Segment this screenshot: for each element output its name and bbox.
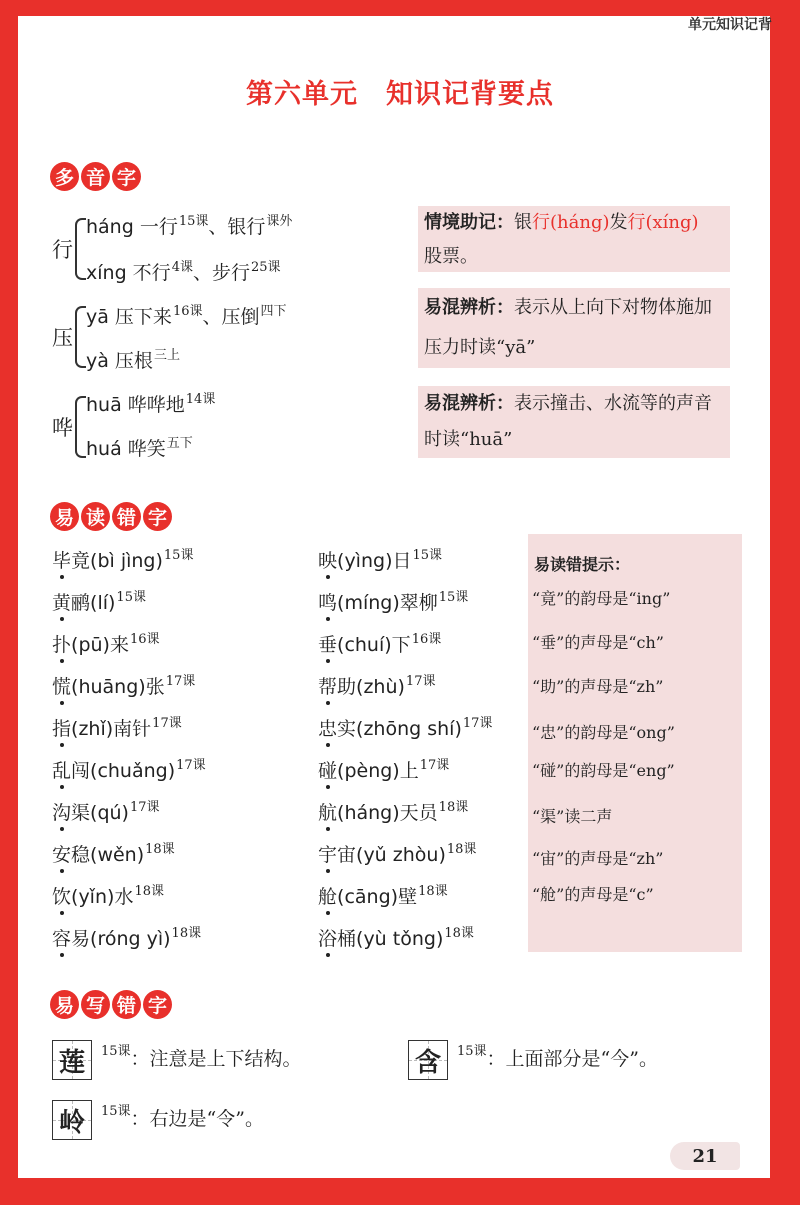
- word-text: 宇宙: [318, 844, 357, 866]
- emphasis-dot: [326, 785, 330, 789]
- page-title: 第六单元 知识记背要点: [246, 79, 554, 110]
- lesson-mark: 15课: [412, 548, 443, 563]
- pinyin: zhōng shí: [363, 718, 455, 740]
- word-text: 扑: [52, 634, 72, 656]
- badge-char: 音: [81, 162, 110, 191]
- word-text: 忠实: [318, 718, 357, 740]
- note-distinguish-hua: [418, 386, 730, 458]
- polyphonic-line: huā 哗哗地$^{14课}$: [86, 392, 216, 416]
- pinyin: yù tǒng: [363, 928, 436, 950]
- lesson-mark: 18课: [418, 884, 448, 899]
- badge-char: 写: [81, 990, 110, 1019]
- pinyin: huāng: [78, 676, 139, 698]
- word-text: 毕竟: [52, 550, 91, 572]
- word-text: 日: [392, 550, 412, 572]
- word-text: 垂: [318, 634, 338, 656]
- word-text: 下: [391, 634, 411, 656]
- section-badge-miswritten: [50, 990, 172, 1019]
- note-text: 表示从上向下对物体施加压力时读“yā”: [424, 297, 712, 358]
- lesson-mark: 17课: [152, 716, 182, 731]
- emphasis-dot: [326, 659, 330, 663]
- pinyin: míng: [344, 592, 393, 614]
- misread-word: 乱闯(chuǎng)$^{17课}$: [52, 758, 206, 782]
- lesson-mark: 18课: [444, 926, 474, 941]
- badge-char: 多: [50, 162, 79, 191]
- polyphonic-char: 哗: [52, 416, 73, 440]
- badge-char: 错: [112, 502, 141, 531]
- emphasis-dot: [60, 575, 64, 579]
- section-badge-misread: [50, 502, 172, 531]
- lesson-mark: 17课: [176, 758, 206, 773]
- emphasis-dot: [60, 911, 64, 915]
- word-text: 映: [318, 550, 338, 572]
- pinyin: wěn: [97, 844, 137, 866]
- word-text: 乱闯: [52, 760, 91, 782]
- pinyin: pū: [78, 634, 103, 656]
- tip-item: “渠”读二声: [532, 807, 613, 826]
- misread-word: 沟渠(qú)$^{17课}$: [52, 800, 160, 824]
- word-text: 舱: [318, 886, 338, 908]
- section-badge-polyphonic: [50, 162, 141, 191]
- note-label: 易混辨析：: [424, 297, 514, 318]
- pinyin: bì jìng: [97, 550, 156, 572]
- emphasis-dot: [326, 953, 330, 957]
- word-text: 鸣: [318, 592, 338, 614]
- pinyin: pèng: [344, 760, 393, 782]
- pinyin: lí: [97, 592, 108, 614]
- pinyin: yǐn: [78, 886, 108, 908]
- misread-word: 安稳(wěn)$^{18课}$: [52, 842, 175, 866]
- character-box: 莲: [52, 1040, 92, 1080]
- word-text: 张: [145, 676, 165, 698]
- emphasis-dot: [60, 701, 64, 705]
- tip-item: “助”的声母是“zh”: [532, 677, 664, 696]
- pinyin: chuǎng: [97, 760, 168, 782]
- emphasis-dot: [60, 659, 64, 663]
- polyphonic-line: xíng 不行$^{4课}$、步行$^{25课}$: [86, 260, 281, 284]
- note-mnemonic: 情境助记：银行(háng)发行(xíng) 股票。: [418, 206, 730, 272]
- lesson-mark: 18课: [171, 926, 202, 941]
- word-text: 南针: [113, 718, 152, 740]
- character-box: 含: [408, 1040, 448, 1080]
- polyphonic-line: yà 压根$^{三上}$: [86, 348, 180, 372]
- lesson-mark: 16课: [129, 632, 160, 647]
- brace: [75, 396, 86, 458]
- polyphonic-line: huá 哗笑$^{五下}$: [86, 436, 193, 460]
- polyphonic-line: háng 一行$^{15课}$、银行$^{课外}$: [86, 214, 293, 238]
- emphasis-dot: [326, 911, 330, 915]
- lesson-mark: 15课: [163, 548, 194, 563]
- pinyin: chuí: [344, 634, 385, 656]
- page-number: 21: [670, 1142, 740, 1170]
- polyphonic-char: 压: [52, 326, 73, 350]
- badge-char: 字: [112, 162, 141, 191]
- word-text: 航: [318, 802, 338, 824]
- character-box: 岭: [52, 1100, 92, 1140]
- lesson-mark: 17课: [405, 674, 436, 689]
- emphasis-dot: [326, 743, 330, 747]
- note-label: 易混辨析：: [424, 393, 514, 414]
- pinyin: cāng: [344, 886, 391, 908]
- emphasis-dot: [60, 743, 64, 747]
- misread-word: 垂(chuí)下$^{16课}$: [318, 632, 442, 656]
- lesson-mark: 18课: [145, 842, 175, 857]
- lesson-mark: 18课: [438, 800, 469, 815]
- note-text: 表示撞击、水流等的声音时读“huā”: [424, 393, 712, 450]
- misread-word: 容易(róng yì)$^{18课}$: [52, 926, 202, 950]
- misread-word: 帮助(zhù)$^{17课}$: [318, 674, 436, 698]
- misread-word: 舱(cāng)壁$^{18课}$: [318, 884, 448, 908]
- misread-word: 黄鹂(lí)$^{15课}$: [52, 590, 146, 614]
- word-text: 帮助: [318, 676, 357, 698]
- misread-word: 饮(yǐn)水$^{18课}$: [52, 884, 164, 908]
- pinyin: zhù: [363, 676, 398, 698]
- miswritten-entry: $^{15课}$：注意是上下结构。: [101, 1044, 302, 1070]
- word-text: 容易: [52, 928, 91, 950]
- lesson-mark: 18课: [134, 884, 164, 899]
- polyphonic-line: yā 压下来$^{16课}$、压倒$^{四下}$: [86, 304, 287, 328]
- badge-char: 易: [50, 990, 79, 1019]
- polyphonic-char: 行: [52, 238, 73, 262]
- lesson-mark: 15课: [116, 590, 146, 605]
- tip-item: “碰”的韵母是“eng”: [532, 761, 675, 780]
- pinyin: yìng: [344, 550, 386, 572]
- miswritten-entry: $^{15课}$：上面部分是“今”。: [457, 1044, 658, 1070]
- emphasis-dot: [326, 827, 330, 831]
- badge-char: 易: [50, 502, 79, 531]
- word-text: 浴桶: [318, 928, 357, 950]
- word-text: 饮: [52, 886, 72, 908]
- miswritten-entry: $^{15课}$：右边是“令”。: [101, 1104, 264, 1130]
- word-text: 指: [52, 718, 72, 740]
- pinyin: qú: [97, 802, 122, 824]
- lesson-mark: 16课: [411, 632, 442, 647]
- emphasis-dot: [60, 827, 64, 831]
- misread-word: 浴桶(yù tǒng)$^{18课}$: [318, 926, 474, 950]
- misread-word: 扑(pū)来$^{16课}$: [52, 632, 160, 656]
- note-label: 情境助记：: [424, 212, 514, 233]
- emphasis-dot: [60, 953, 64, 957]
- word-text: 来: [109, 634, 129, 656]
- emphasis-dot: [60, 617, 64, 621]
- badge-char: 字: [143, 990, 172, 1019]
- misread-word: 映(yìng)日$^{15课}$: [318, 548, 443, 572]
- emphasis-dot: [326, 869, 330, 873]
- emphasis-dot: [60, 785, 64, 789]
- brace: [75, 218, 86, 280]
- misread-word: 指(zhǐ)南针$^{17课}$: [52, 716, 182, 740]
- lesson-mark: 15课: [438, 590, 469, 605]
- misread-word: 宇宙(yǔ zhòu)$^{18课}$: [318, 842, 477, 866]
- lesson-mark: 17课: [419, 758, 450, 773]
- lesson-mark: 17课: [129, 800, 160, 815]
- word-text: 沟渠: [52, 802, 91, 824]
- lesson-mark: 17课: [462, 716, 493, 731]
- misread-word: 鸣(míng)翠柳$^{15课}$: [318, 590, 469, 614]
- misread-word: 慌(huāng)张$^{17课}$: [52, 674, 196, 698]
- pinyin: zhǐ: [78, 718, 106, 740]
- tips-heading: 易读错提示：: [534, 555, 631, 574]
- lesson-mark: 18课: [446, 842, 477, 857]
- tip-item: “忠”的韵母是“ong”: [532, 723, 675, 742]
- misread-word: 航(háng)天员$^{18课}$: [318, 800, 469, 824]
- word-text: 黄鹂: [52, 592, 91, 614]
- word-text: 上: [399, 760, 419, 782]
- header-tag: 单元知识记背: [688, 17, 772, 33]
- badge-char: 读: [81, 502, 110, 531]
- badge-char: 错: [112, 990, 141, 1019]
- word-text: 壁: [398, 886, 418, 908]
- badge-char: 字: [143, 502, 172, 531]
- pinyin: róng yì: [97, 928, 164, 950]
- emphasis-dot: [60, 869, 64, 873]
- pinyin: yǔ zhòu: [363, 844, 439, 866]
- word-text: 慌: [52, 676, 72, 698]
- misread-word: 毕竟(bì jìng)$^{15课}$: [52, 548, 194, 572]
- emphasis-dot: [326, 575, 330, 579]
- word-text: 碰: [318, 760, 338, 782]
- tip-item: “垂”的声母是“ch”: [532, 633, 664, 652]
- word-text: 水: [114, 886, 134, 908]
- tip-item: “宙”的声母是“zh”: [532, 849, 664, 868]
- tip-item: “舱”的声母是“c”: [532, 885, 654, 904]
- word-text: 安稳: [52, 844, 91, 866]
- tip-item: “竟”的韵母是“ing”: [532, 589, 671, 608]
- word-text: 天员: [399, 802, 438, 824]
- note-distinguish-ya: [418, 288, 730, 368]
- word-text: 翠柳: [399, 592, 438, 614]
- emphasis-dot: [326, 701, 330, 705]
- misread-word: 碰(pèng)上$^{17课}$: [318, 758, 450, 782]
- emphasis-dot: [326, 617, 330, 621]
- misread-word: 忠实(zhōng shí)$^{17课}$: [318, 716, 493, 740]
- brace: [75, 306, 86, 368]
- lesson-mark: 17课: [165, 674, 196, 689]
- pinyin: háng: [344, 802, 393, 824]
